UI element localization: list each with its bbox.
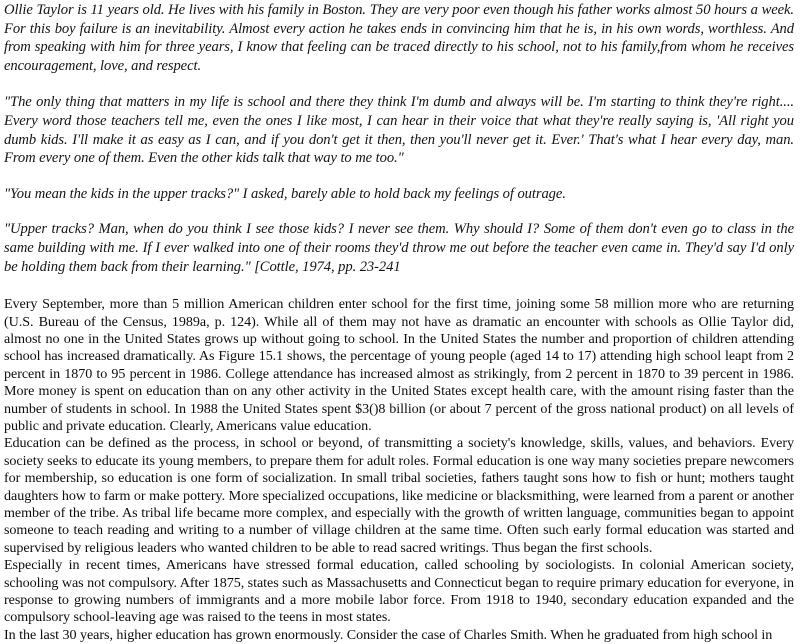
body-text-block xyxy=(4,296,794,644)
body-paragraph-education-definition: Education can be defined as the process, in school or beyond, of transmitting a society's knowledge, skills, values, and behaviors. Every society seeks to educate its young members, to prepare them for adult roles. Formal education is one way many societies prepare newcomers for membership, so education is one form of socialization. In small tribal societies, fathers taught sons how to fish or hunt; mothers taught daughters how to farm or make pottery. More specialized occupations, like medicine or blacksmithing, were learned from a parent or another member of the tribe. As tribal life became more complex, and especially with the growth of written language, communities began to appoint someone to teach reading and writing to a number of village children at the same time. Often such early formal education was started and supervised by religious leaders who wanted children to be able to read sacred writings. Thus began the first schools. xyxy=(4,435,794,556)
body-paragraph-enrollment-statistics: Every September, more than 5 million American children enter school for the first time, joining some 58 million more who are returning (U.S. Bureau of the Census, 1989a, p. 124). While all of them may not have as dramatic an encounter with schools as Ollie Taylor did, almost no one in the United States grows up without going to school. In the United States the number and proportion of children attending school has increased dramatically. As Figure 15.1 shows, the percentage of young people (aged 14 to 17) attending high school leapt from 2 percent in 1870 to 95 percent in 1986. College attendance has increased almost as strikingly, from 2 percent in 1870 to 39 percent in 1986. More money is spent on education than on any other activity in the United States except health care, with the amount rising faster than the number of students in school. In 1988 the United States spent $3()8 billion (or about 7 percent of the gross national product) on all levels of public and private education. Clearly, Americans value education. xyxy=(4,296,794,434)
quote-paragraph-interviewer-question: "You mean the kids in the upper tracks?" I asked, barely able to hold back my feelings of outrage. xyxy=(4,185,566,202)
quoted-material-block xyxy=(4,1,794,276)
body-paragraph-american-schooling-history: Especially in recent times, Americans have stressed formal education, called schooling by sociologists. In colonial American society, schooling was not compulsory. After 1875, states such as Massachusetts and Connecticut began to require primary education for everyone, in response to growing numbers of immigrants and a more mobile labor force. From 1918 to 1940, secondary education expanded and the compulsory school-leaving age was raised to the teens in most states. xyxy=(4,557,794,626)
quote-paragraph-intro: Ollie Taylor is 11 years old. He lives with his family in Boston. They are very poor even though his father works almost 50 hours a week. For this boy failure is an inevitability. Almost every action he takes ends in convincing him that he is, in his own words, worthless. And from speaking with him for three years, I know that feeling can be traced directly to his school, not to his family,from whom he receives encouragement, love, and respect. xyxy=(4,2,794,74)
quote-paragraph-student-statement: "The only thing that matters in my life is school and there they think I'm dumb and always will be. I'm starting to think they're right.... Every word those teachers tell me, even the ones I like most, I can hear in their voice that what they're really saying is, 'All right you dumb kids. I'll make it as easy as I can, and if you don't get it then, then you'll never get it. Ever.' That's what I hear every day, man. From every one of them. Even the other kids talk that way to me too." xyxy=(4,94,794,167)
quote-paragraph-upper-tracks-with-citation: "Upper tracks? Man, when do you think I see those kids? I never see them. Why should I? Some of them don't even go to class in the same building with me. If I ever walked into one of their rooms they'd throw me out before the teacher even came in. They'd say I'd only be holding them back from their learning." [Cottle, 1974, pp. 23-241 xyxy=(4,221,794,275)
text-column xyxy=(4,1,794,644)
body-paragraph-higher-education-partial: In the last 30 years, higher education has grown enormously. Consider the case of Charles Smith. When he graduated from high school in xyxy=(4,626,773,643)
